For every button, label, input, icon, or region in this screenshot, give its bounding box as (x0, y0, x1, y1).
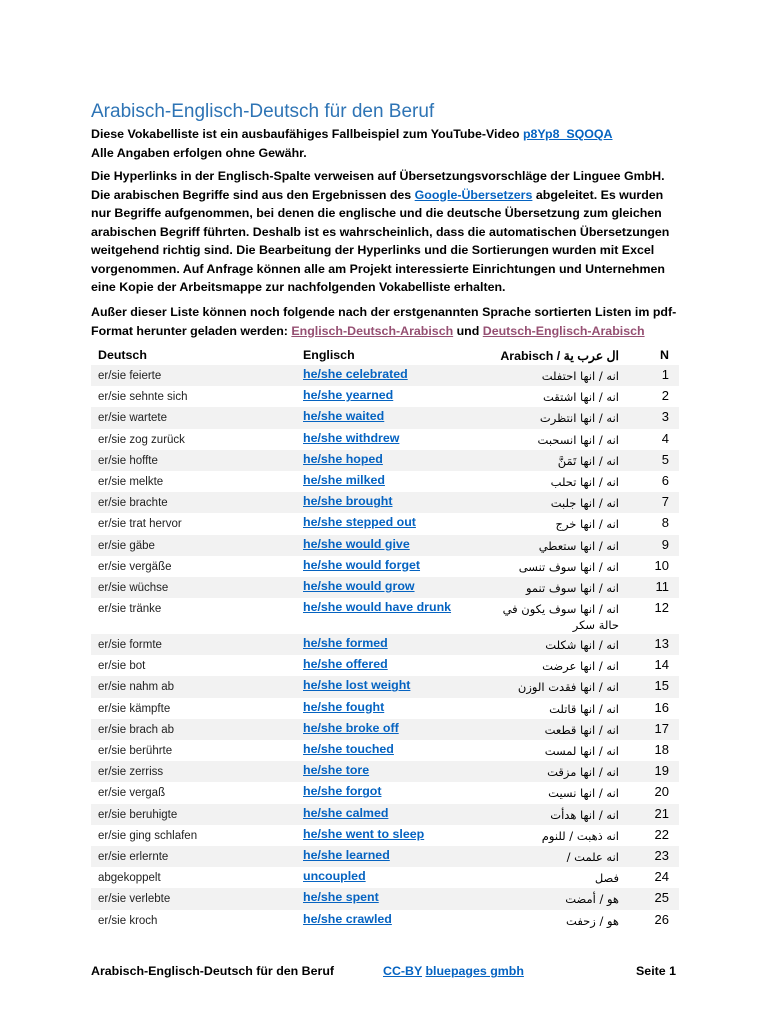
cell-arabisch: انه / انها هدأت (550, 807, 619, 822)
cell-deutsch: er/sie brach ab (98, 723, 175, 736)
footer-title: Arabisch-Englisch-Deutsch für den Beruf (91, 964, 335, 978)
cell-deutsch: er/sie melkte (98, 475, 164, 488)
table-row (91, 804, 679, 825)
cell-englisch-link[interactable]: he/she brought (303, 494, 393, 509)
header-deutsch: Deutsch (98, 348, 147, 362)
cell-arabisch: انه / انها نسيت (548, 786, 619, 801)
cell-deutsch: er/sie tränke (98, 603, 162, 616)
table-row (91, 492, 679, 513)
table-row (91, 782, 679, 803)
document-title: Arabisch-Englisch-Deutsch für den Beruf (91, 101, 435, 122)
downloads-text-b: dieser Liste können noch folgende nach der erstgenannten Sprache sortierten Listen im pdf-Format herunter geladen werden: (91, 305, 677, 338)
info-text-part-1: Die Hyperlinks in der Englisch-Spalte verweisen auf Übersetzungsvorschläge der Linguee GmbH. Die arabischen Begriffe sind aus den Ergebnissen des (91, 169, 665, 202)
cell-number: 9 (661, 536, 669, 552)
cell-arabisch: انه / انها خرج (555, 517, 619, 532)
table-header (91, 346, 679, 366)
cell-deutsch: er/sie feierte (98, 370, 162, 382)
cell-englisch-link[interactable]: he/she calmed (303, 805, 389, 820)
cell-englisch-link[interactable]: uncoupled (303, 869, 366, 884)
cell-arabisch: انه / انها تَمَنَّ (557, 453, 619, 468)
cell-deutsch: er/sie wartete (98, 412, 168, 425)
cell-arabisch: انه / انها سوف يكون في حالة سكر (502, 602, 619, 633)
cell-deutsch: er/sie wüchse (98, 581, 169, 594)
german-english-arabic-link[interactable]: Deutsch-Englisch-Arabisch (482, 323, 645, 338)
cell-englisch-link[interactable]: he/she withdrew (303, 430, 400, 445)
table-row (91, 535, 679, 556)
cell-englisch-link[interactable]: he/she offered (303, 657, 388, 672)
cell-englisch-link[interactable]: he/she milked (303, 472, 385, 487)
cell-deutsch: er/sie hoffte (98, 454, 158, 467)
cell-number: 21 (654, 805, 669, 821)
cell-deutsch: er/sie vergaß (98, 787, 166, 800)
table-row (91, 698, 679, 719)
table-row (91, 386, 679, 407)
cell-arabisch: انه / انها انتظرت (539, 411, 619, 426)
intro-line-1: Diese Vokabelliste ist ein ausbaufähiges Fallbeispiel zum YouTube-Video (91, 127, 520, 141)
cell-number: 14 (654, 657, 669, 673)
cell-number: 13 (654, 636, 669, 652)
cell-arabisch: انه / انها جلبت (550, 496, 619, 511)
cell-englisch-link[interactable]: he/she would have drunk (303, 600, 452, 615)
cell-number: 19 (654, 763, 669, 779)
cell-number: 1 (661, 367, 669, 382)
table-row (91, 634, 679, 655)
youtube-video-link[interactable]: p8Yp8_SQOQA (522, 127, 613, 141)
cell-number: 24 (654, 869, 669, 885)
cell-deutsch: er/sie kämpfte (98, 702, 171, 715)
table-row (91, 407, 679, 428)
cell-deutsch: er/sie zog zurück (98, 433, 185, 446)
cell-deutsch: er/sie kroch (98, 914, 158, 927)
cell-deutsch: er/sie trat hervor (98, 518, 182, 531)
cell-number: 2 (661, 388, 669, 404)
cell-arabisch: فصل (594, 871, 619, 886)
table-row (91, 471, 679, 492)
cell-number: 10 (654, 557, 669, 573)
cell-deutsch: er/sie sehnte sich (98, 391, 188, 404)
table-row (91, 577, 679, 598)
table-row (91, 825, 679, 846)
cell-number: 5 (661, 451, 669, 467)
table-row (91, 676, 679, 697)
cell-deutsch: er/sie formte (98, 639, 162, 652)
cell-number: 12 (654, 600, 669, 616)
table-row (91, 450, 679, 471)
cell-englisch-link[interactable]: he/she would forget (303, 557, 421, 572)
cell-arabisch: انه / انها اشتقت (542, 390, 619, 405)
table-row (91, 740, 679, 761)
downloads-paragraph (91, 303, 681, 340)
cell-arabisch: انه / انها احتفلت (541, 369, 619, 383)
cell-deutsch: er/sie zerriss (98, 766, 164, 779)
cell-englisch-link[interactable]: he/she waited (303, 409, 385, 424)
cell-deutsch: abgekoppelt (98, 872, 161, 885)
cell-arabisch: انه / انها ستعطي (538, 538, 619, 553)
cell-englisch-link[interactable]: he/she celebrated (303, 367, 408, 381)
cell-deutsch: er/sie brachte (98, 497, 168, 510)
license-link[interactable]: CC-BY (383, 964, 423, 978)
cell-number: 4 (661, 430, 669, 446)
cell-deutsch: er/sie bot (98, 660, 146, 673)
downloads-text-a: Außer (91, 305, 131, 319)
cell-englisch-link[interactable]: he/she broke off (303, 720, 399, 735)
cell-number: 22 (654, 826, 669, 842)
table-row (91, 867, 679, 888)
footer-links (383, 964, 524, 978)
cell-arabisch: انه ذهبت / للنوم (541, 828, 619, 843)
cell-englisch-link[interactable]: he/she touched (303, 742, 394, 756)
cell-englisch-link[interactable]: he/she went to sleep (303, 826, 425, 841)
info-text-part-2: abgeleitet. Es wurden nur Begriffe aufgenommen, bei denen die englische und die deutsche Übersetzung zum gleichen arabischen Begriff führten. Deshalb ist es wahrscheinlich, dass die automatischen Übersetzungen weitgehend richtig sind. Die Bearbeitung der Hyperlinks und die Sortierungen wurden mit Excel vorgenommen. Auf Anfrage können alle am Projekt interessierte Einrichtungen und Unternehmen eine Kopie der Arbeitsmappe zur nachfolgenden Vokabelliste erhalten. (91, 187, 670, 294)
table-row (91, 888, 679, 909)
cell-number: 16 (654, 699, 669, 715)
cell-englisch-link[interactable]: he/she would give (303, 536, 410, 551)
cell-englisch-link[interactable]: he/she would grow (303, 578, 415, 593)
cell-arabisch: هو / أمضت (565, 892, 619, 907)
cell-number: 6 (661, 472, 669, 488)
cell-arabisch: انه / انها قطعت (544, 722, 619, 737)
cell-arabisch: انه / انها تحلب (550, 474, 619, 489)
cell-deutsch: er/sie ging schlafen (98, 829, 198, 842)
cell-englisch-link[interactable]: he/she tore (303, 763, 370, 778)
info-paragraph (91, 167, 681, 297)
table-row (91, 846, 679, 867)
header-number: N (660, 348, 669, 362)
cell-englisch-link[interactable]: he/she crawled (303, 911, 392, 926)
table-row (91, 761, 679, 782)
cell-arabisch: انه / انها عرضت (542, 659, 619, 674)
google-translate-link[interactable]: Google-Übersetzers (414, 187, 533, 202)
cell-arabisch: انه / انها سوف تنسى (518, 559, 619, 574)
cell-englisch-link[interactable]: he/she hoped (303, 451, 383, 466)
table-row (91, 598, 679, 634)
cell-arabisch: انه / انها انسحبت (537, 432, 619, 447)
cell-arabisch: انه علمت / (566, 849, 619, 864)
cell-englisch-link[interactable]: he/she yearned (303, 388, 394, 403)
cell-arabisch: انه / انها شكلت (545, 638, 619, 653)
intro-paragraph (91, 125, 681, 162)
table-row (91, 719, 679, 740)
header-arabisch: Arabisch / ال عرب ية (500, 349, 619, 363)
cell-englisch-link[interactable]: he/she learned (303, 847, 390, 862)
cell-arabisch: انه / انها لمست (544, 744, 619, 758)
page-number: Seite 1 (636, 964, 676, 978)
cell-deutsch: er/sie beruhigte (98, 808, 178, 821)
cell-deutsch: er/sie nahm ab (98, 681, 175, 694)
cell-number: 25 (654, 890, 669, 906)
cell-number: 23 (654, 847, 669, 863)
cell-deutsch: er/sie vergäße (98, 560, 172, 573)
cell-englisch-link[interactable]: he/she fought (303, 699, 385, 714)
cell-number: 17 (654, 720, 669, 736)
cell-number: 7 (661, 494, 669, 510)
table-row (91, 910, 679, 931)
cell-number: 11 (655, 578, 669, 594)
table-row (91, 429, 679, 450)
header-englisch: Englisch (303, 348, 355, 362)
downloads-between-text: und (453, 323, 483, 338)
cell-arabisch: انه / انها سوف تنمو (525, 580, 619, 595)
cell-deutsch: er/sie erlernte (98, 850, 169, 863)
cell-number: 26 (654, 911, 669, 927)
english-german-arabic-link[interactable]: Englisch-Deutsch-Arabisch (291, 323, 454, 338)
table-row (91, 365, 679, 386)
cell-number: 20 (654, 784, 669, 800)
cell-englisch-link[interactable]: he/she spent (303, 890, 379, 905)
cell-arabisch: هو / زحفت (566, 913, 619, 928)
table-row (91, 513, 679, 534)
cell-number: 18 (654, 742, 669, 757)
cell-deutsch: er/sie verlebte (98, 893, 171, 906)
vocabulary-table (91, 365, 679, 931)
cell-englisch-link[interactable]: he/she lost weight (303, 678, 411, 693)
intro-line-2: Alle Angaben erfolgen ohne Gewähr. (91, 145, 307, 160)
cell-englisch-link[interactable]: he/she forgot (303, 784, 382, 799)
cell-number: 3 (661, 409, 669, 425)
cell-deutsch: er/sie berührte (98, 745, 173, 757)
cell-deutsch: er/sie gäbe (98, 539, 155, 552)
cell-englisch-link[interactable]: he/she formed (303, 636, 388, 651)
company-link[interactable]: bluepages gmbh (425, 964, 524, 978)
cell-arabisch: انه / انها قاتلت (549, 701, 619, 716)
table-row (91, 655, 679, 676)
table-row (91, 556, 679, 577)
cell-englisch-link[interactable]: he/she stepped out (303, 515, 416, 530)
cell-number: 8 (661, 515, 669, 531)
cell-arabisch: انه / انها فقدت الوزن (517, 680, 619, 695)
cell-arabisch: انه / انها مزقت (547, 765, 619, 780)
cell-number: 15 (654, 678, 669, 694)
